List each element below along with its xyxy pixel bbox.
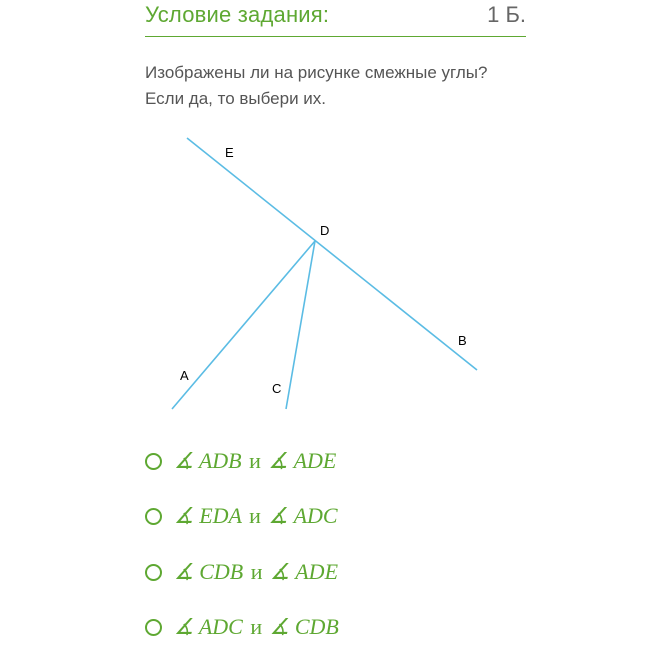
option-angle-2: ∡ ADE xyxy=(270,559,339,584)
point-label-b: B xyxy=(458,333,467,348)
option-text xyxy=(174,448,336,474)
question-line-1: Изображены ли на рисунке смежные углы? xyxy=(145,63,488,82)
ray-da xyxy=(172,241,315,409)
answer-option-2[interactable] xyxy=(145,499,445,533)
option-conjunction: и xyxy=(250,614,263,639)
answer-option-1[interactable] xyxy=(145,444,445,478)
option-angle-1: ∡ CDB xyxy=(174,559,244,584)
task-points: 1 Б. xyxy=(487,2,526,27)
radio-button[interactable] xyxy=(145,453,162,470)
point-label-a: A xyxy=(180,368,189,383)
option-conjunction: и xyxy=(250,559,263,584)
question-line-2: Если да, то выбери их. xyxy=(145,89,327,108)
option-conjunction: и xyxy=(249,503,261,528)
line-eb xyxy=(187,138,477,370)
radio-button[interactable] xyxy=(145,508,162,525)
option-angle-1: ∡ ADC xyxy=(174,614,243,639)
option-angle-1: ∡ EDA xyxy=(174,503,242,528)
option-angle-2: ∡ ADE xyxy=(268,448,337,473)
option-text xyxy=(174,503,338,529)
option-text xyxy=(174,559,338,585)
option-text xyxy=(174,614,339,640)
point-label-c: C xyxy=(272,381,282,396)
answer-option-4[interactable] xyxy=(145,610,445,644)
option-angle-2: ∡ ADC xyxy=(268,503,338,528)
ray-dc xyxy=(286,241,315,409)
radio-button[interactable] xyxy=(145,619,162,636)
answer-option-3[interactable] xyxy=(145,555,445,589)
option-angle-1: ∡ ADB xyxy=(174,448,242,473)
option-angle-2: ∡ CDB xyxy=(269,614,339,639)
radio-button[interactable] xyxy=(145,564,162,581)
task-condition-title: Условие задания: xyxy=(145,2,330,27)
option-conjunction: и xyxy=(249,448,261,473)
point-label-d: D xyxy=(320,223,330,238)
point-label-e: E xyxy=(225,145,234,160)
